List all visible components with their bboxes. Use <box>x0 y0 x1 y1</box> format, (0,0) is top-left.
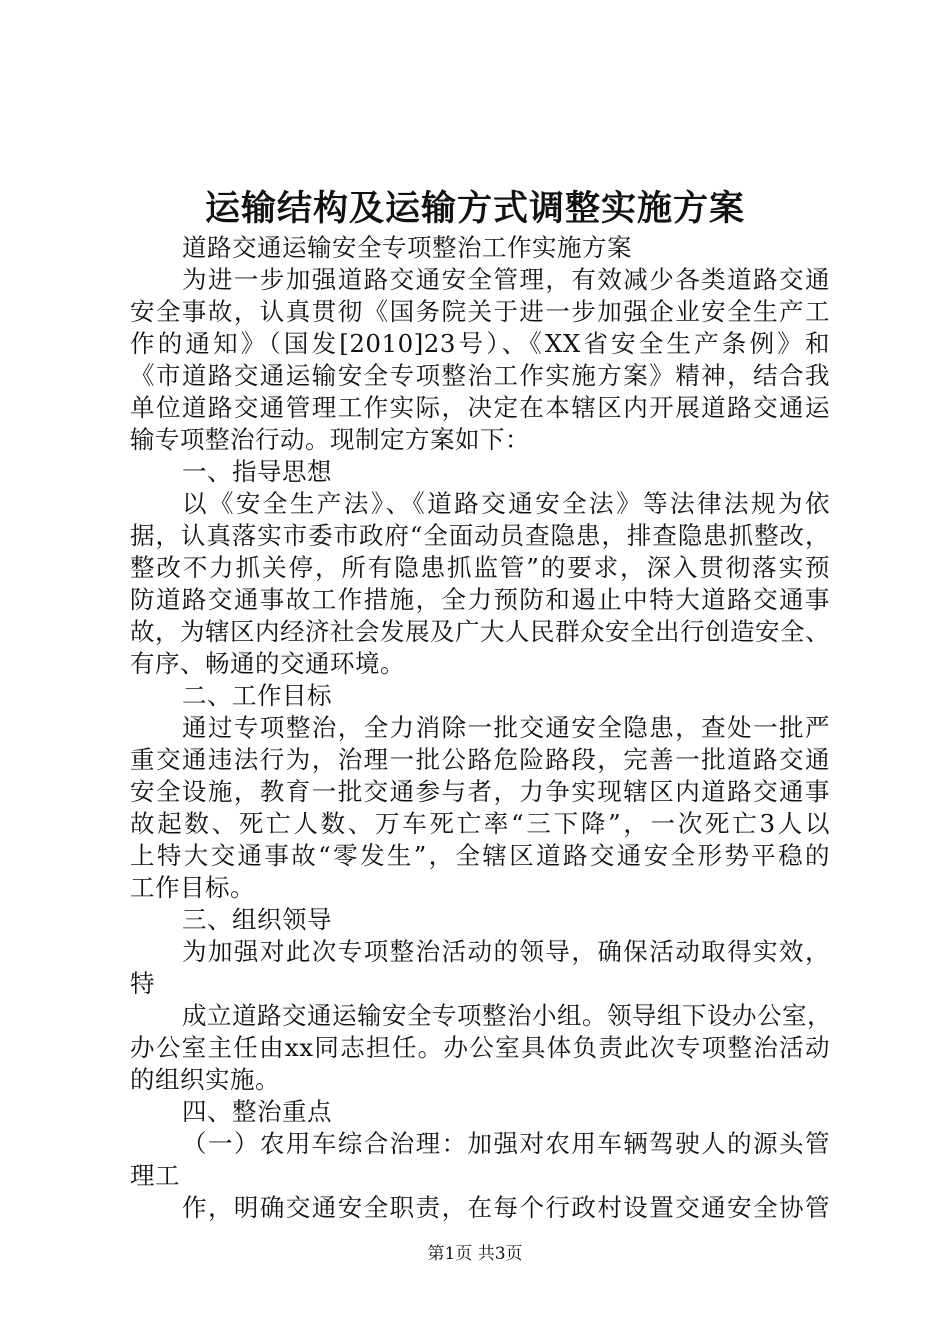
text-line: 四、整治重点 <box>182 1097 332 1126</box>
document-title: 运输结构及运输方式调整实施方案 <box>204 189 745 229</box>
text-line: 为加强对此次专项整治活动的领导，确保活动取得实效， <box>182 937 830 966</box>
text-line: 以《安全生产法》、《道路交通安全法》等法律法规为依 <box>182 489 830 518</box>
text-line: 故起数、死亡人数、万车死亡率“三下降”，一次死亡3人以 <box>130 809 830 838</box>
text-line: 三、组织领导 <box>182 905 332 934</box>
text-line: 整改不力抓关停，所有隐患抓监管”的要求，深入贯彻落实预 <box>130 553 830 582</box>
text-line: （一）农用车综合治理：加强对农用车辆驾驶人的源头管 <box>182 1129 830 1158</box>
text-line: 办公室主任由xx同志担任。办公室具体负责此次专项整治活动 <box>130 1033 830 1062</box>
text-line: 重交通违法行为，治理一批公路危险路段，完善一批道路交通 <box>130 745 830 774</box>
text-line: 通过专项整治，全力消除一批交通安全隐患，查处一批严 <box>182 713 830 742</box>
text-line: 安全事故，认真贯彻《国务院关于进一步加强企业安全生产工 <box>130 297 830 326</box>
page-footer: 第1页 共3页 <box>427 1244 523 1264</box>
text-line: 防道路交通事故工作措施，全力预防和遏止中特大道路交通事 <box>130 585 830 614</box>
text-line: 《市道路交通运输安全专项整治工作实施方案》精神，结合我 <box>130 361 830 390</box>
text-line: 二、工作目标 <box>182 681 332 710</box>
text-line: 有序、畅通的交通环境。 <box>130 649 405 678</box>
text-line: 特 <box>130 969 155 998</box>
text-line: 理工 <box>130 1161 180 1190</box>
text-line: 一、指导思想 <box>182 457 332 486</box>
text-line: 的组织实施。 <box>130 1065 280 1094</box>
text-line: 作的通知》（国发[2010]23号）、《XX省安全生产条例》和 <box>130 329 830 358</box>
text-line: 据，认真落实市委市政府“全面动员查隐患，排查隐患抓整改， <box>130 521 830 550</box>
text-line: 道路交通运输安全专项整治工作实施方案 <box>182 233 632 262</box>
text-line: 为进一步加强道路交通安全管理，有效减少各类道路交通 <box>182 265 830 294</box>
text-line: 作，明确交通安全职责，在每个行政村设置交通安全协管 <box>182 1193 830 1222</box>
text-line: 输专项整治行动。现制定方案如下： <box>130 425 530 454</box>
text-line: 工作目标。 <box>130 873 255 902</box>
text-line: 单位道路交通管理工作实际，决定在本辖区内开展道路交通运 <box>130 393 830 422</box>
document-body <box>130 232 830 1224</box>
text-line: 成立道路交通运输安全专项整治小组。领导组下设办公室， <box>182 1001 832 1030</box>
text-line: 安全设施，教育一批交通参与者，力争实现辖区内道路交通事 <box>130 777 830 806</box>
text-line: 故，为辖区内经济社会发展及广大人民群众安全出行创造安全、 <box>130 617 830 646</box>
text-line: 上特大交通事故“零发生”，全辖区道路交通安全形势平稳的 <box>130 841 830 870</box>
